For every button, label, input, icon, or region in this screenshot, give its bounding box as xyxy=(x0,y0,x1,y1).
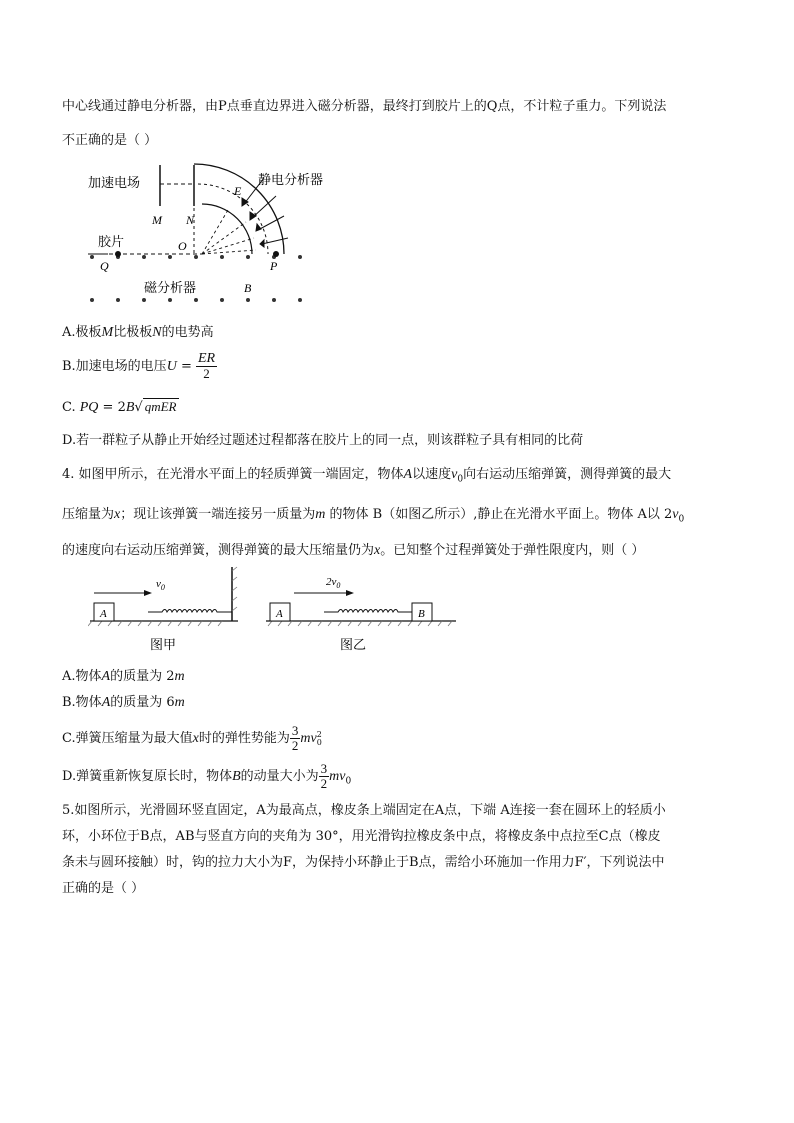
numerator: 3 xyxy=(291,723,299,738)
q3-stem-line1: 中心线通过静电分析器，由P点垂直边界进入磁分析器，最终打到胶片上的Q点，不计粒子重力。下列说法 xyxy=(62,99,667,114)
fraction xyxy=(319,762,330,791)
text: 压缩量为 xyxy=(62,507,115,522)
text: = xyxy=(176,359,196,374)
numerator: 3 xyxy=(320,761,328,776)
q5-stem-line2: 环，小环位于B点，AB与竖直方向的夹角为 30°，用光滑钩拉橡皮条中点，将橡皮条中点拉至C点（橡皮 xyxy=(62,829,661,844)
sub: 0 xyxy=(316,737,322,747)
caption-fig2: 图乙 xyxy=(340,638,367,653)
denominator: 2 xyxy=(320,776,328,791)
text: D.弹簧重新恢复原长时，物体 xyxy=(62,769,233,784)
block-A2: A xyxy=(276,608,283,620)
subscript: 0 xyxy=(345,776,352,787)
var-m: m xyxy=(174,695,185,710)
var-A: A xyxy=(403,467,413,482)
var-x: x xyxy=(192,731,199,746)
sup-sub xyxy=(317,731,322,747)
q3-option-a xyxy=(62,324,214,342)
var-PQ: PQ xyxy=(79,400,99,415)
label-M: M xyxy=(152,213,162,227)
q4-stem-line1 xyxy=(62,466,671,489)
q4-option-b xyxy=(62,694,185,712)
radicand: qmER xyxy=(144,399,177,414)
label-E: E xyxy=(234,184,242,198)
v: 2v xyxy=(326,576,337,588)
v: v xyxy=(156,578,161,590)
var-A: A xyxy=(101,669,111,684)
text: 时的弹性势能为 xyxy=(198,731,290,746)
text: 的质量为 2 xyxy=(110,669,175,684)
var-m: m xyxy=(315,507,326,522)
var-M: M xyxy=(101,325,114,340)
text: B.物体 xyxy=(62,695,102,710)
label-B: B xyxy=(244,281,252,295)
text: B.加速电场的电压 xyxy=(62,359,167,374)
q3-option-d: D.若一群粒子从静止开始经过题述过程都落在胶片上的同一点，则该群粒子具有相同的比荷 xyxy=(62,433,584,448)
sqrt-sign: √ xyxy=(134,400,143,415)
text: 的动量大小为 xyxy=(240,769,319,784)
q5-stem-line1: 5.如图所示，光滑圆环竖直固定，A为最高点，橡皮条上端固定在A点，下端 A连接一套在圆环上的轻质小 xyxy=(62,803,666,818)
var-x: x xyxy=(114,507,121,522)
label-Q: Q xyxy=(100,259,109,273)
caption-fig1: 图甲 xyxy=(150,638,177,653)
text: C.弹簧压缩量为最大值 xyxy=(62,731,193,746)
denominator: 2 xyxy=(291,738,299,753)
var-x: x xyxy=(374,543,381,558)
q4-stem-line3 xyxy=(62,542,644,560)
text: C. xyxy=(62,400,80,415)
q3-figure-mass-spectrometer xyxy=(78,160,328,310)
sub: 0 xyxy=(160,583,165,592)
var-v: v xyxy=(672,507,679,522)
var-B: B xyxy=(125,400,135,415)
text: 4. 如图甲所示，在光滑水平面上的轻质弹簧一端固定，物体 xyxy=(62,467,404,482)
var-mv: mv xyxy=(329,769,346,784)
numerator: ER xyxy=(197,351,216,366)
label-magnetic: 磁分析器 xyxy=(144,281,197,296)
q5-stem-line4: 正确的是（ ） xyxy=(62,881,145,896)
var-m: m xyxy=(174,669,185,684)
text: 以速度 xyxy=(412,467,452,482)
q3-option-c xyxy=(62,398,179,417)
text: 的质量为 6 xyxy=(110,695,175,710)
sub: 0 xyxy=(336,581,341,590)
var-U: U xyxy=(166,359,177,374)
label-O: O xyxy=(178,239,187,253)
q4-stem-line2 xyxy=(62,506,684,529)
text: 的电势高 xyxy=(161,325,214,340)
label-2v0 xyxy=(326,576,340,590)
label-N: N xyxy=(186,213,195,227)
q5-stem-line3: 条未与圆环接触）时，钩的拉力大小为F，为保持小环静止于B点，需给小环施加一作用力F′，下列说法中 xyxy=(62,855,665,870)
q3-stem-line2: 不正确的是（ ） xyxy=(62,133,158,148)
q4-figure-springs xyxy=(88,565,458,657)
var-mv: mv xyxy=(300,731,317,746)
label-electro: 静电分析器 xyxy=(258,173,324,188)
text: ；现让该弹簧一端连接另一质量为 xyxy=(120,507,316,522)
text: 向右运动压缩弹簧，测得弹簧的最大 xyxy=(463,467,672,482)
label-accel: 加速电场 xyxy=(88,176,141,191)
q4-option-a xyxy=(62,668,185,686)
block-B: B xyxy=(418,608,425,620)
text: 。已知整个过程弹簧处于弹性限度内，则（ ） xyxy=(380,543,645,558)
sup: 2 xyxy=(316,729,322,739)
fraction xyxy=(196,352,217,381)
subscript: 0 xyxy=(678,514,685,525)
fraction xyxy=(290,724,301,753)
q4-option-d xyxy=(62,762,351,791)
var-v: v xyxy=(451,467,458,482)
text: 的物体 B（如图乙所示）,静止在光滑水平面上。物体 A以 2 xyxy=(325,507,673,522)
text: A.物体 xyxy=(62,669,102,684)
text: 比极板 xyxy=(113,325,153,340)
label-v0 xyxy=(156,578,165,592)
subscript: 0 xyxy=(457,474,464,485)
denominator: 2 xyxy=(203,366,210,381)
var-N: N xyxy=(152,325,162,340)
q4-option-c xyxy=(62,724,322,753)
label-P: P xyxy=(270,259,278,273)
q3-option-b xyxy=(62,352,217,381)
block-A1: A xyxy=(100,608,107,620)
var-A: A xyxy=(101,695,111,710)
label-film: 胶片 xyxy=(98,235,125,250)
text: 的速度向右运动压缩弹簧，测得弹簧的最大压缩量仍为 xyxy=(62,543,375,558)
var-B: B xyxy=(232,769,241,784)
text: A.极板 xyxy=(62,325,102,340)
text: = 2 xyxy=(98,400,126,415)
